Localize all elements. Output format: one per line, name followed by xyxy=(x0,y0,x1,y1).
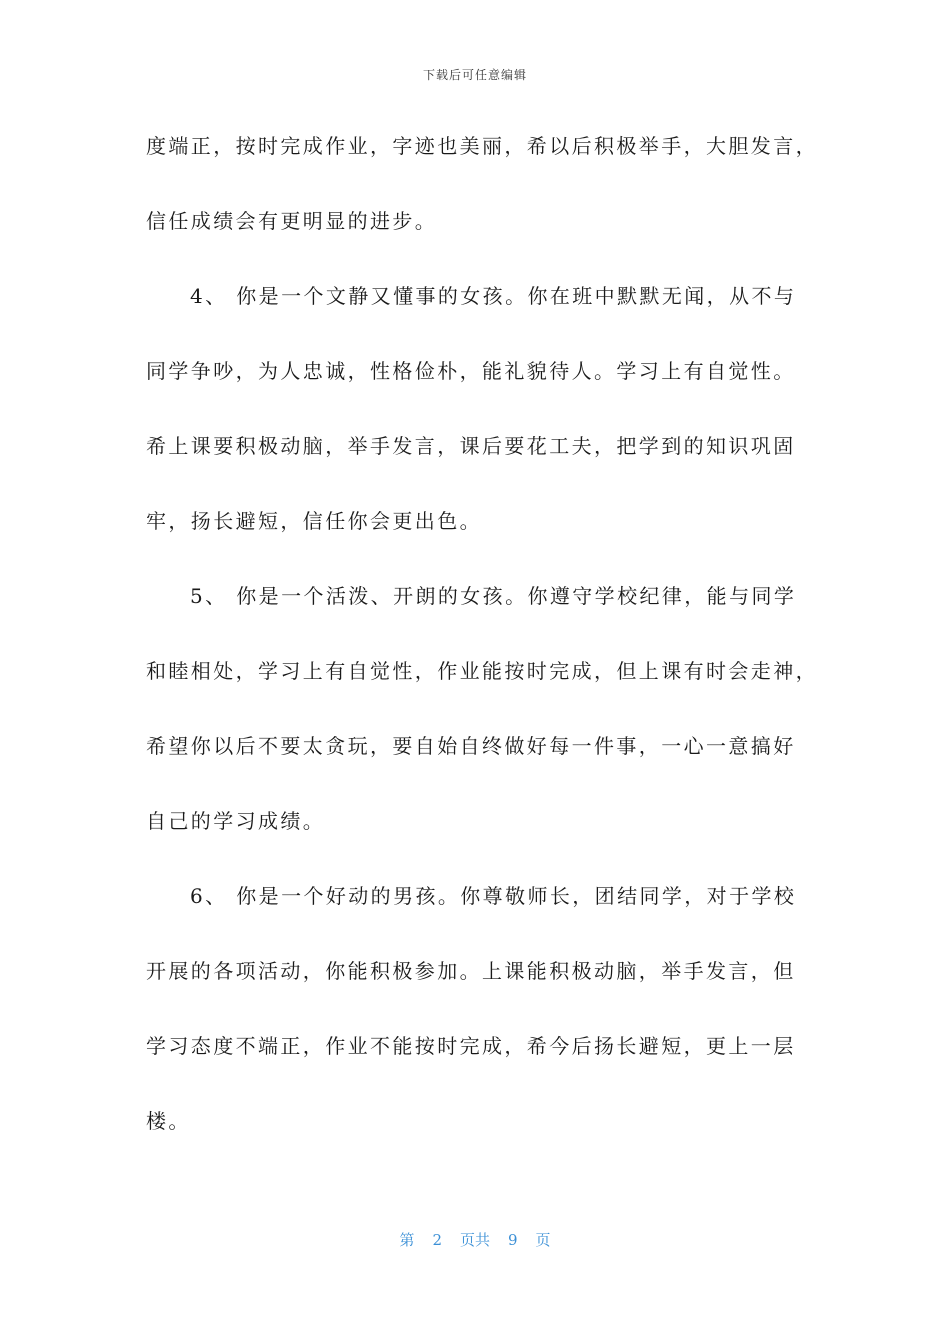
paragraph-line: 希上课要积极动脑，举手发言，课后要花工夫，把学到的知识巩固 xyxy=(146,434,796,458)
paragraph-line: 6、 你是一个好动的男孩。你尊敬师长，团结同学，对于学校 xyxy=(190,884,797,908)
page-prefix: 第 xyxy=(399,1231,415,1249)
paragraph-line: 开展的各项活动，你能积极参加。上课能积极动脑，举手发言，但 xyxy=(146,959,796,983)
page-header: 下载后可任意编辑 xyxy=(422,68,527,82)
paragraph-line: 5、 你是一个活泼、开朗的女孩。你遵守学校纪律，能与同学 xyxy=(190,584,797,608)
current-page-number: 2 xyxy=(432,1231,442,1249)
total-pages-number: 9 xyxy=(508,1231,518,1249)
paragraph-line: 信任成绩会有更明显的进步。 xyxy=(146,209,438,233)
paragraph-line: 同学争吵，为人忠诚，性格俭朴，能礼貌待人。学习上有自觉性。 xyxy=(146,359,796,383)
paragraph-line: 学习态度不端正，作业不能按时完成，希今后扬长避短，更上一层 xyxy=(146,1034,796,1058)
paragraph-line: 度端正，按时完成作业，字迹也美丽，希以后积极举手，大胆发言， xyxy=(146,134,818,158)
page-suffix: 页 xyxy=(535,1231,551,1249)
page-mid: 页共 xyxy=(459,1231,490,1249)
paragraph-line: 和睦相处，学习上有自觉性，作业能按时完成，但上课有时会走神， xyxy=(146,659,818,683)
document-body xyxy=(146,128,816,1178)
page-footer xyxy=(0,1229,950,1250)
paragraph-line: 4、 你是一个文静又懂事的女孩。你在班中默默无闻，从不与 xyxy=(190,284,797,308)
paragraph-line: 牢，扬长避短，信任你会更出色。 xyxy=(146,509,482,533)
paragraph-line: 希望你以后不要太贪玩，要自始自终做好每一件事，一心一意搞好 xyxy=(146,734,796,758)
paragraph-line: 楼。 xyxy=(146,1109,191,1133)
paragraph-line: 自己的学习成绩。 xyxy=(146,809,326,833)
